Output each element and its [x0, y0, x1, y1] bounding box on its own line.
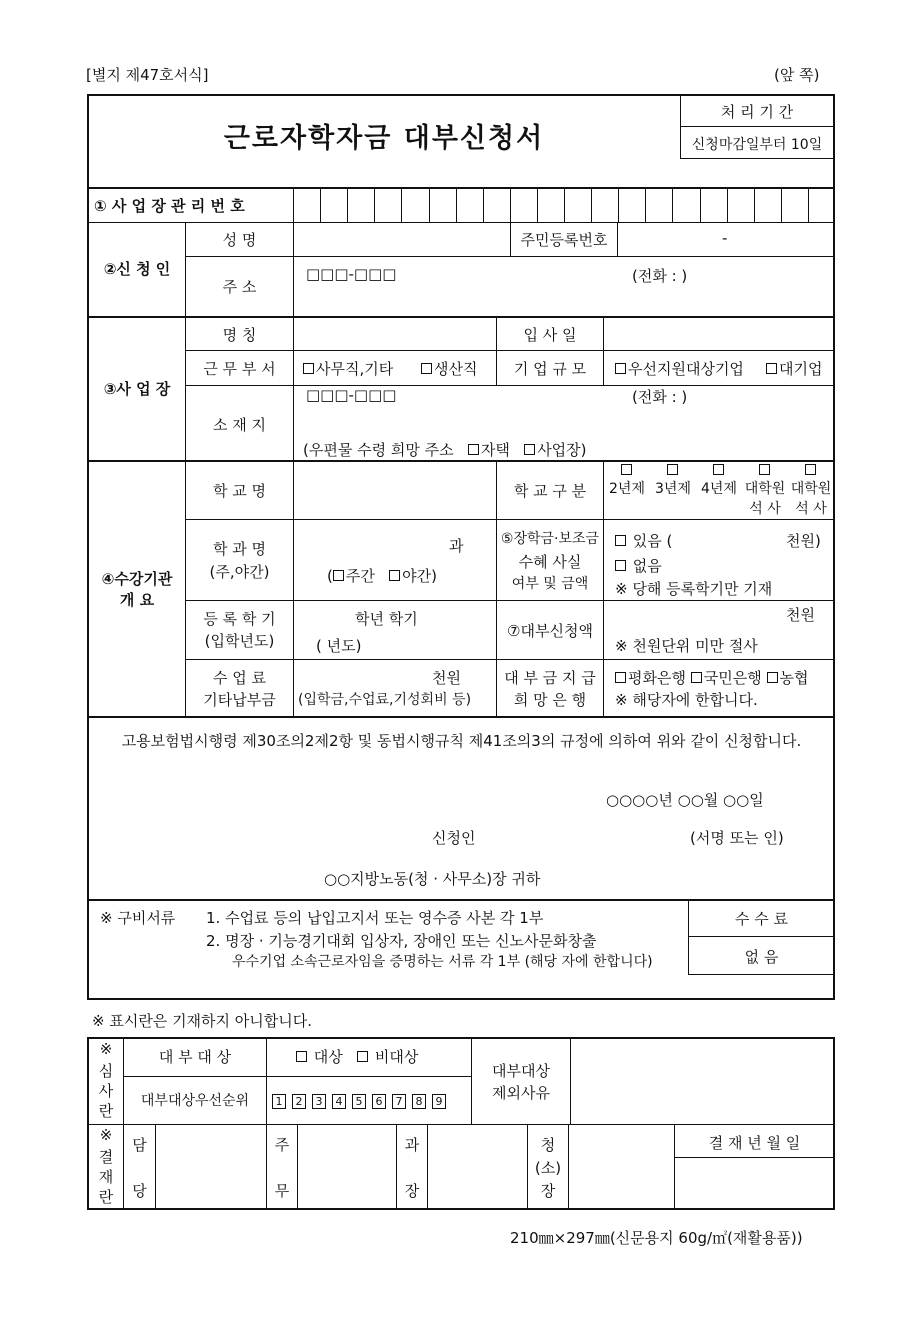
- required-docs-label: ※ 구비서류: [100, 909, 176, 927]
- checkbox-icon[interactable]: [691, 672, 702, 683]
- checkbox-icon: [615, 560, 626, 571]
- side-label-char: 심: [98, 1062, 114, 1080]
- applicant-section-label: ②신 청 인: [103, 260, 171, 278]
- applicant-sign-label: 신청인: [432, 829, 476, 847]
- checkbox-icon[interactable]: [468, 444, 479, 455]
- dept-time-options[interactable]: ( 주간 야간): [327, 567, 437, 585]
- application-date[interactable]: ○○○○년 ○○월 ○○일: [606, 791, 764, 809]
- form-number: [별지 제47호서식]: [86, 66, 209, 84]
- processing-period-value: 신청마감일부터 10일: [691, 137, 823, 153]
- id-cell-divider: [645, 188, 646, 222]
- approval-date-label: 결 재 년 월 일: [708, 1134, 801, 1152]
- approval-manager-2: 장: [404, 1182, 420, 1200]
- priority-box[interactable]: 7: [392, 1094, 406, 1109]
- checkbox-icon[interactable]: [296, 1051, 307, 1062]
- scholarship-no-option[interactable]: 없음: [615, 555, 662, 576]
- loan-amount-note: ※ 천원단위 미만 절사: [615, 637, 758, 655]
- approval-chief-2: (소): [534, 1159, 562, 1177]
- department-time-label: (주,야간): [209, 563, 270, 581]
- workplace-id-label: ① 사 업 장 관 리 번 호: [94, 197, 245, 215]
- department-suffix: 과: [449, 537, 464, 555]
- address-label: 주 소: [222, 278, 257, 296]
- id-cell-divider: [429, 188, 430, 222]
- school-type-option[interactable]: 2년제: [604, 462, 650, 498]
- priority-box[interactable]: 3: [312, 1094, 326, 1109]
- entrance-year-value[interactable]: ( 년도): [316, 637, 362, 655]
- checkbox-icon: [615, 535, 626, 546]
- priority-box[interactable]: 2: [292, 1094, 306, 1109]
- loan-amount-label: ⑦대부신청액: [507, 622, 593, 640]
- loan-amount-unit: 천원: [786, 606, 815, 624]
- id-cell-divider: [293, 188, 294, 222]
- paper-spec: 210㎜×297㎜(신문용지 60g/㎡(재활용품)): [510, 1229, 803, 1247]
- id-cell-divider: [591, 188, 592, 222]
- rrn-label: 주민등록번호: [520, 231, 608, 249]
- workplace-phone[interactable]: (전화 : ): [632, 388, 688, 406]
- id-cell-divider: [781, 188, 782, 222]
- rrn-separator: -: [722, 229, 728, 247]
- approval-chief-3: 장: [540, 1182, 556, 1200]
- school-type-option[interactable]: 3년제: [650, 462, 696, 498]
- entrance-year-label: (입학년도): [204, 632, 275, 650]
- loan-target-options: 대상 비대상: [296, 1046, 418, 1067]
- checkbox-icon: [421, 363, 432, 374]
- checkbox-icon: [759, 464, 770, 475]
- checkbox-icon[interactable]: [357, 1051, 368, 1062]
- company-name-label: 명 칭: [222, 326, 257, 344]
- department-label: 근 무 부 서: [203, 360, 276, 378]
- page-side: (앞 쪽): [774, 66, 820, 84]
- school-type-option[interactable]: 대학원 석 사: [788, 462, 834, 518]
- id-cell-divider: [456, 188, 457, 222]
- school-type-label: 학 교 구 분: [513, 482, 587, 500]
- join-date-label: 입 사 일: [523, 326, 577, 344]
- other-fees-label: 기타납부금: [203, 691, 276, 709]
- side-label-char: ※: [99, 1126, 113, 1144]
- side-label-char: 란: [98, 1102, 114, 1120]
- priority-box[interactable]: 4: [332, 1094, 346, 1109]
- id-cell-divider: [808, 188, 809, 222]
- side-label-char: 사: [98, 1082, 114, 1100]
- approval-officer-1: 주: [274, 1136, 290, 1154]
- checkbox-icon[interactable]: [389, 570, 400, 581]
- tuition-note: (입학금,수업료,기성회비 등): [298, 692, 472, 708]
- scholarship-note: ※ 당해 등록학기만 기재: [615, 580, 773, 598]
- department-name-label: 학 과 명: [212, 540, 266, 558]
- side-label-char: 재: [98, 1168, 114, 1186]
- tuition-unit: 천원: [432, 669, 461, 687]
- applicant-phone[interactable]: (전화 : ): [632, 267, 688, 285]
- bank-options: 평화은행 국민은행 농협: [615, 667, 808, 688]
- exclusion-label-2: 제외사유: [492, 1084, 550, 1102]
- tuition-label: 수 업 료: [212, 669, 266, 687]
- id-cell-divider: [320, 188, 321, 222]
- bank-note: ※ 해당자에 한합니다.: [615, 691, 758, 709]
- side-label-char: 란: [98, 1188, 114, 1206]
- scholarship-label-3: 여부 및 금액: [511, 576, 589, 592]
- id-cell-divider: [483, 188, 484, 222]
- workplace-postal-code[interactable]: □□□-□□□: [306, 386, 397, 404]
- scholarship-yes-unit: 천원): [786, 532, 821, 550]
- bank-label-2: 희 망 은 행: [513, 691, 587, 709]
- checkbox-icon: [766, 363, 777, 374]
- form-title: 근로자학자금 대부신청서: [223, 123, 545, 154]
- checkbox-icon: [667, 464, 678, 475]
- fee-label: 수 수 료: [734, 910, 788, 928]
- priority-box[interactable]: 8: [412, 1094, 426, 1109]
- school-name-label: 학 교 명: [212, 482, 266, 500]
- checkbox-icon[interactable]: [767, 672, 778, 683]
- approval-manager-1: 과: [404, 1136, 420, 1154]
- scholarship-yes-option[interactable]: 있음 (: [615, 530, 672, 551]
- priority-options[interactable]: [272, 1091, 452, 1109]
- checkbox-icon: [615, 363, 626, 374]
- id-cell-divider: [618, 188, 619, 222]
- processing-period-label: 처 리 기 간: [720, 103, 794, 121]
- location-label: 소 재 지: [212, 416, 266, 434]
- id-cell-divider: [672, 188, 673, 222]
- id-cell-divider: [700, 188, 701, 222]
- id-cell-divider: [401, 188, 402, 222]
- id-cell-divider: [347, 188, 348, 222]
- school-type-option[interactable]: 4년제: [696, 462, 742, 498]
- priority-box[interactable]: 6: [372, 1094, 386, 1109]
- dept-office-option[interactable]: 사무직,기타: [303, 358, 393, 379]
- approval-staff-2: 당: [132, 1182, 147, 1200]
- size-priority-option[interactable]: 우선지원대상기업: [615, 358, 744, 379]
- required-doc-2: 2. 명장 · 기능경기대회 입상자, 장애인 또는 신노사문화창출: [206, 932, 597, 950]
- semester-value[interactable]: 학년 학기: [355, 610, 418, 628]
- priority-box[interactable]: 1: [272, 1094, 286, 1109]
- priority-box[interactable]: 9: [432, 1094, 446, 1109]
- scholarship-label: ⑤장학금·보조금: [500, 531, 600, 547]
- id-cell-divider: [727, 188, 728, 222]
- workplace-section-label: ③사 업 장: [103, 380, 171, 398]
- signature-hint[interactable]: (서명 또는 인): [690, 829, 784, 847]
- name-label: 성 명: [222, 231, 257, 249]
- id-cell-divider: [754, 188, 755, 222]
- scholarship-label-2: 수혜 사실: [518, 553, 582, 571]
- semester-label: 등 록 학 기: [203, 610, 276, 628]
- checkbox-icon: [805, 464, 816, 475]
- declaration-text: 고용보험법시행령 제30조의2제2항 및 동법시행규칙 제41조의3의 규정에 의하여 위와 같이 신청합니다.: [121, 732, 802, 750]
- priority-box[interactable]: 5: [352, 1094, 366, 1109]
- id-cell-divider: [564, 188, 565, 222]
- bank-label: 대 부 금 지 급: [504, 669, 596, 687]
- notice-text: ※ 표시란은 기재하지 아니합니다.: [92, 1012, 313, 1030]
- checkbox-icon[interactable]: [333, 570, 344, 581]
- checkbox-icon[interactable]: [615, 672, 626, 683]
- school-type-option[interactable]: 대학원 석 사: [742, 462, 788, 518]
- addressee: ○○지방노동(청 · 사무소)장 귀하: [324, 870, 541, 888]
- checkbox-icon[interactable]: [524, 444, 535, 455]
- size-large-option[interactable]: 대기업: [766, 358, 822, 379]
- exclusion-label: 대부대상: [492, 1062, 550, 1080]
- side-label-char: 결: [98, 1148, 114, 1166]
- side-label-char: ※: [99, 1040, 113, 1058]
- id-cell-divider: [537, 188, 538, 222]
- course-section-label-2: 개 요: [119, 591, 155, 609]
- loan-target-label: 대 부 대 상: [158, 1048, 232, 1066]
- approval-officer-2: 무: [274, 1182, 290, 1200]
- applicant-postal-code[interactable]: □□□-□□□: [306, 265, 397, 283]
- id-cell-divider: [510, 188, 511, 222]
- checkbox-icon: [713, 464, 724, 475]
- approval-staff-1: 담: [132, 1136, 147, 1154]
- fee-value: 없 음: [744, 948, 779, 966]
- course-section-label: ④수강기관: [101, 570, 173, 588]
- company-size-label: 기 업 규 모: [513, 360, 587, 378]
- checkbox-icon: [621, 464, 632, 475]
- id-cell-divider: [374, 188, 375, 222]
- approval-chief-1: 청: [540, 1136, 556, 1154]
- checkbox-icon: [303, 363, 314, 374]
- mail-address-preference: (우편물 수령 희망 주소 자택 사업장): [303, 441, 587, 459]
- required-doc-2-cont: 우수기업 소속근로자임을 증명하는 서류 각 1부 (해당 자에 한합니다): [232, 954, 653, 970]
- priority-label: 대부대상우선순위: [140, 1093, 250, 1109]
- required-doc-1: 1. 수업료 등의 납입고지서 또는 영수증 사본 각 1부: [206, 909, 544, 927]
- dept-production-option[interactable]: 생산직: [421, 358, 477, 379]
